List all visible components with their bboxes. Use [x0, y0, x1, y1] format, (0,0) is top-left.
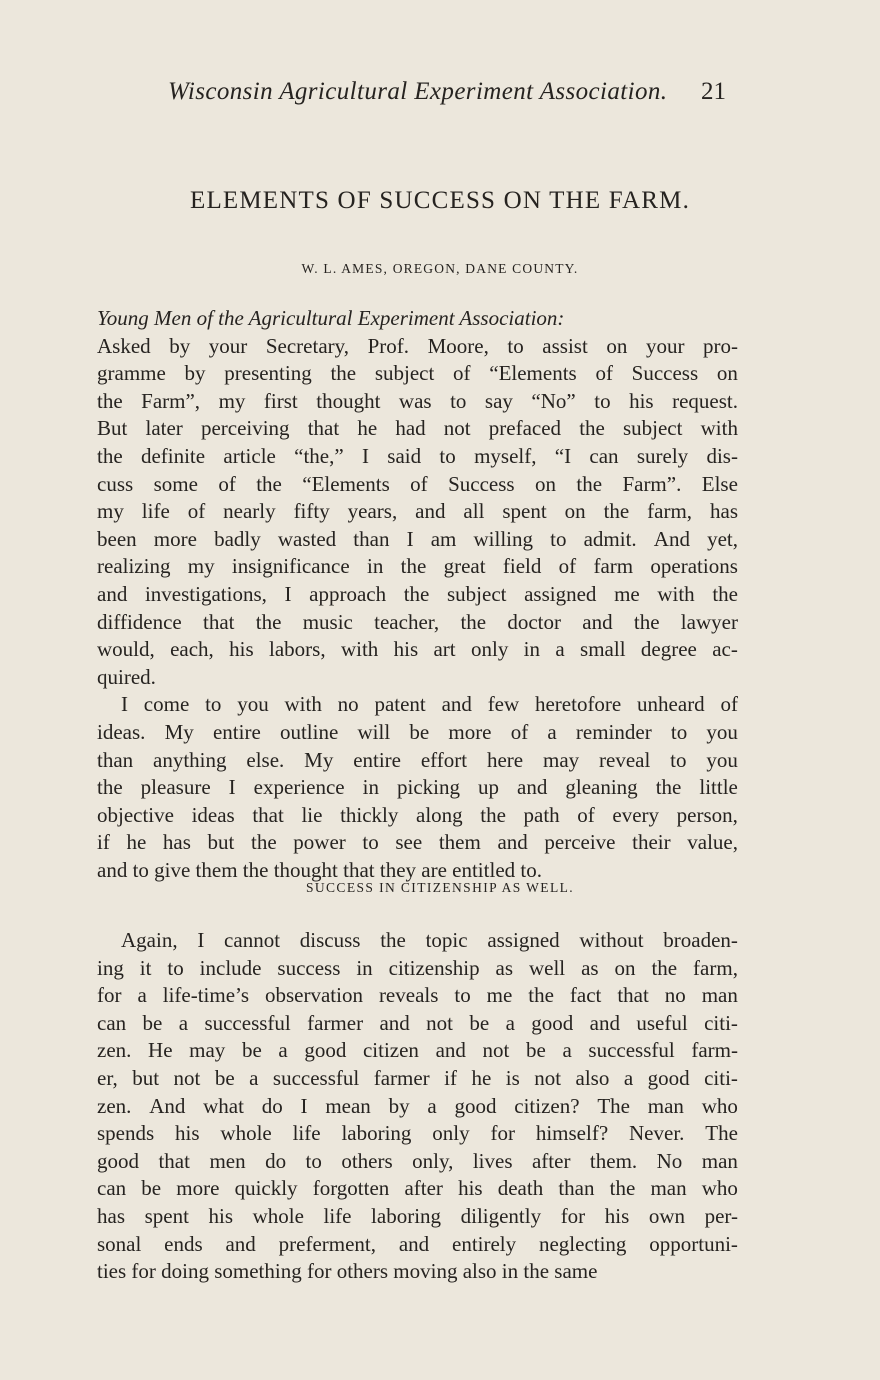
text-line: er, but not be a successful farmer if he is not also a good citi- [97, 1065, 738, 1090]
text-line: zen. He may be a good citizen and not be a successful farm- [97, 1038, 738, 1063]
text-line: ideas. My entire outline will be more of a reminder to you [97, 719, 738, 744]
text-line: realizing my insignificance in the great field of farm operations [97, 554, 738, 579]
text-line: my life of nearly fifty years, and all spent on the farm, has [97, 499, 738, 524]
text-line: been more badly wasted than I am willing to admit. And yet, [97, 526, 738, 551]
text-line: the definite article “the,” I said to myself, “I can surely dis- [97, 443, 738, 468]
section-heading: SUCCESS IN CITIZENSHIP AS WELL. [305, 880, 575, 895]
text-line: the Farm”, my first thought was to say “No” to his request. [97, 388, 738, 413]
text-line: for a life-time’s observation reveals to me the fact that no man [97, 983, 738, 1008]
text-line: sonal ends and preferment, and entirely neglecting opportuni- [97, 1231, 738, 1256]
article-title: ELEMENTS OF SUCCESS ON THE FARM. [189, 187, 691, 214]
citizenship-text [97, 927, 738, 1286]
text-line: zen. And what do I mean by a good citizen? The man who [97, 1093, 738, 1118]
text-line: would, each, his labors, with his art only in a small degree ac- [97, 637, 738, 662]
text-line: Asked by your Secretary, Prof. Moore, to assist on your pro- [97, 333, 738, 358]
text-line: can be more quickly forgotten after his death than the man who [97, 1176, 738, 1201]
opening-text [97, 305, 738, 884]
paragraph-3 [97, 927, 738, 1286]
running-head [168, 78, 738, 114]
salutation-line [97, 305, 738, 333]
text-line: But later perceiving that he had not prefaced the subject with [97, 416, 738, 441]
text-line: and to give them the thought that they are entitled to. [97, 857, 542, 882]
text-line: objective ideas that lie thickly along the path of every person, [97, 802, 738, 827]
text-line: diffidence that the music teacher, the doctor and the lawyer [97, 609, 738, 634]
page-number: 21 [701, 78, 726, 105]
text-line: quired. [97, 664, 156, 689]
text-line: than anything else. My entire effort here may reveal to you [97, 747, 738, 772]
salutation: Young Men of the Agricultural Experiment Association: [97, 306, 565, 330]
text-line: Again, I cannot discuss the topic assigned without broaden- [121, 928, 738, 952]
paragraph-2 [97, 691, 738, 884]
text-line: gramme by presenting the subject of “Elements of Success on [97, 361, 738, 386]
text-line: if he has but the power to see them and perceive their value, [97, 830, 738, 855]
paragraph-1 [97, 333, 738, 692]
text-line: has spent his whole life laboring diligently for his own per- [97, 1203, 738, 1228]
text-line: cuss some of the “Elements of Success on the Farm”. Else [97, 471, 738, 496]
text-line: I come to you with no patent and few heretofore unheard of [121, 692, 738, 717]
text-line: good that men do to others only, lives after them. No man [97, 1148, 738, 1173]
text-line: can be a successful farmer and not be a good and useful citi- [97, 1010, 738, 1035]
running-title: Wisconsin Agricultural Experiment Association. [168, 78, 668, 105]
text-line: the pleasure I experience in picking up and gleaning the little [97, 775, 738, 800]
text-line: spends his whole life laboring only for himself? Never. The [97, 1121, 738, 1146]
text-line: and investigations, I approach the subject assigned me with the [97, 581, 738, 606]
text-line: ties for doing something for others moving also in the same [97, 1259, 598, 1284]
author-byline: W. L. AMES, OREGON, DANE COUNTY. [301, 261, 579, 276]
text-line: ing it to include success in citizenship as well as on the farm, [97, 955, 738, 980]
